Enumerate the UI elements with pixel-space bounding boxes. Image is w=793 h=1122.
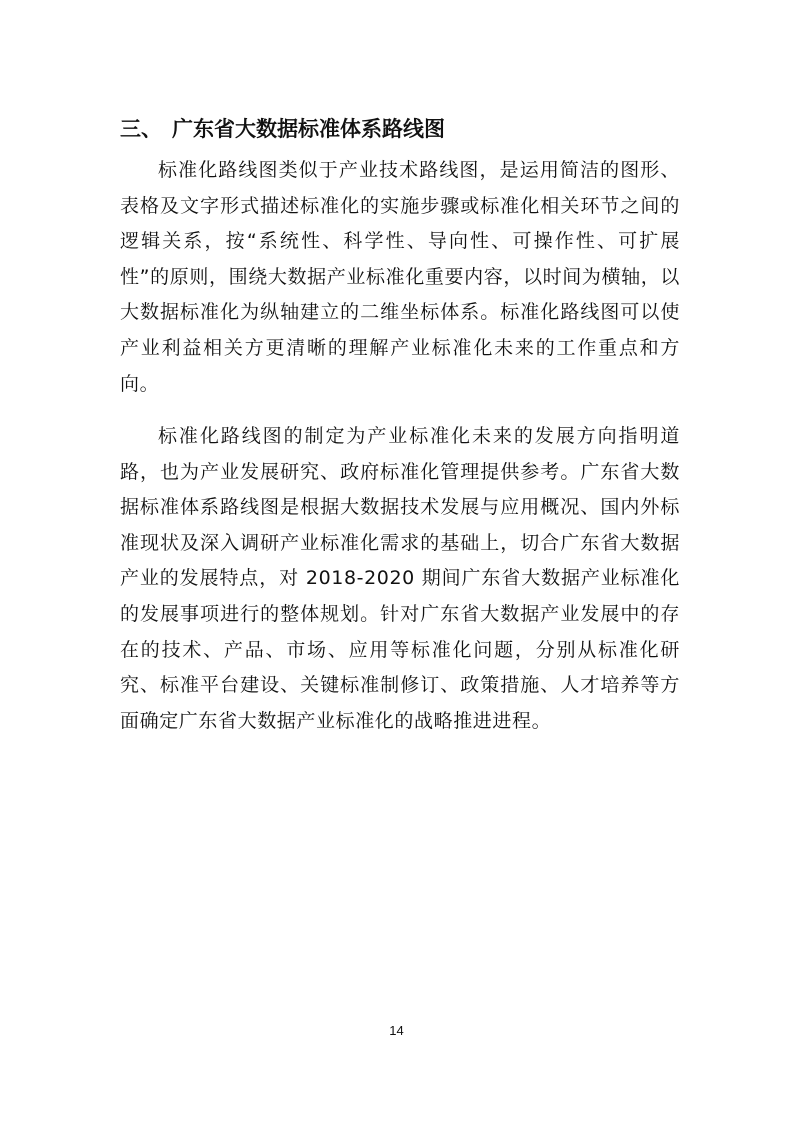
body-paragraph-2: 标准化路线图的制定为产业标准化未来的发展方向指明道路，也为产业发展研究、政府标准化管理提供参考。广东省大数据标准体系路线图是根据大数据技术发展与应用概况、国内外标准现状及深入调研产业标准化需求的基础上，切合广东省大数据产业的发展特点，对 2018-2020 期间广东省大数据产业标准化的发展事项进行的整体规划。针对广东省大数据产业发展中的存在的技术、产品、市场、应用等标准化问题，分别从标准化研究、标准平台建设、关键标准制修订、政策措施、人才培养等方面确定广东省大数据产业标准化的战略推进进程。: [120, 425, 680, 732]
section-number: 三、: [120, 117, 162, 141]
page-number: 14: [389, 1023, 404, 1038]
section-title: 广东省大数据标准体系路线图: [172, 117, 445, 141]
body-paragraph-1: 标准化路线图类似于产业技术路线图，是运用简洁的图形、表格及文字形式描述标准化的实施步骤或标准化相关环节之间的逻辑关系，按“系统性、科学性、导向性、可操作性、可扩展性”的原则，围绕大数据产业标准化重要内容，以时间为横轴，以大数据标准化为纵轴建立的二维坐标体系。标准化路线图可以使产业利益相关方更清晰的理解产业标准化未来的工作重点和方向。: [120, 159, 680, 395]
section-heading: [120, 112, 680, 146]
